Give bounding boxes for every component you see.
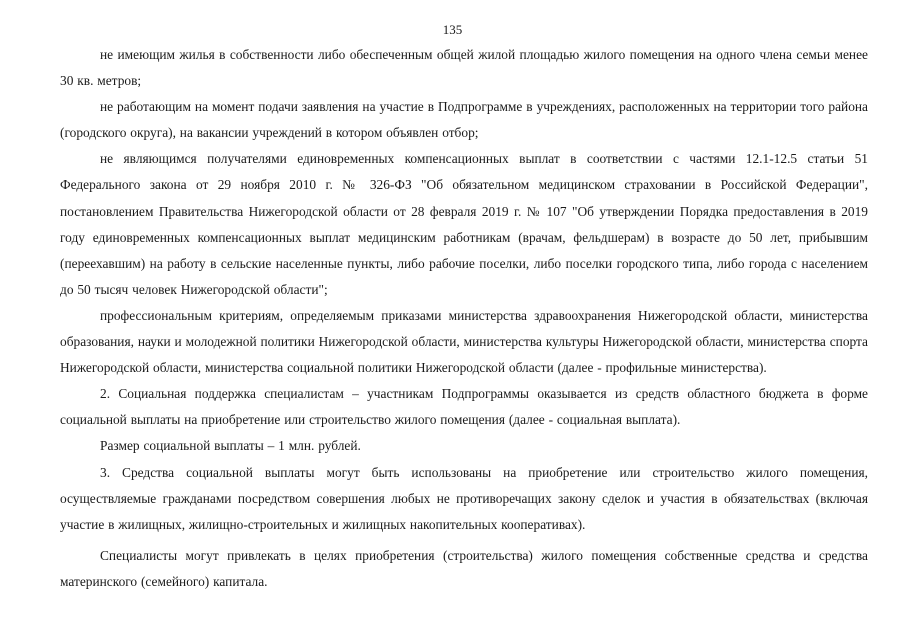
document-body bbox=[60, 42, 868, 595]
paragraph-compensation-criterion: не являющимся получателями единовременных компенсационных выплат в соответствии с частями 12.1-12.5 статьи 51 Федерального закона от 29 ноября 2010 г. № 326-ФЗ "Об обязательном медицинском страховании в Российской Федерации", постановлением Правительства Нижегородской области от 28 февраля 2019 г. № 107 "Об утверждении Порядка предоставления в 2019 году единовременных компенсационных выплат медицинским работникам (врачам, фельдшерам) в возрасте до 50 лет, прибывшим (переехавшим) на работу в сельские населенные пункты, либо рабочие поселки, либо поселки городского типа, либо города с населением до 50 тысяч человек Нижегородской области"; bbox=[60, 151, 868, 297]
page-number: 135 bbox=[442, 22, 463, 37]
paragraph-social-support: 2. Социальная поддержка специалистам – участникам Подпрограммы оказывается из средств областного бюджета в форме социальной выплаты на приобретение или строительство жилого помещения (далее - социальная выплата). bbox=[60, 386, 868, 428]
paragraph-housing-criterion: не имеющим жилья в собственности либо обеспеченным общей жилой площадью жилого помещения на одного члена семьи менее 30 кв. метров; bbox=[60, 47, 868, 89]
paragraph-employment-criterion: не работающим на момент подачи заявления на участие в Подпрограмме в учреждениях, расположенных на территории того района (городского округа), на вакансии учреждений в котором объявлен отбор; bbox=[60, 99, 868, 141]
paragraph-professional-criteria: профессиональным критериям, определяемым приказами министерства здравоохранения Нижегородской области, министерства образования, науки и молодежной политики Нижегородской области, министерства культуры Нижегородской области, министерства спорта Нижегородской области, министерства социальной политики Нижегородской области (далее - профильные министерства). bbox=[60, 307, 868, 376]
paragraph-payment-usage: 3. Средства социальной выплаты могут быть использованы на приобретение или строительство жилого помещения, осуществляемые гражданами посредством совершения любых не противоречащих закону сделок и участия в обязательствах (включая участие в жилищных, жилищно-строительных и жилищных накопительных кооперативах). bbox=[60, 464, 868, 532]
paragraph-payment-amount: Размер социальной выплаты – 1 млн. рублей. bbox=[100, 438, 361, 454]
paragraph-own-funds: Специалисты могут привлекать в целях приобретения (строительства) жилого помещения собственные средства и средства материнского (семейного) капитала. bbox=[60, 547, 868, 589]
